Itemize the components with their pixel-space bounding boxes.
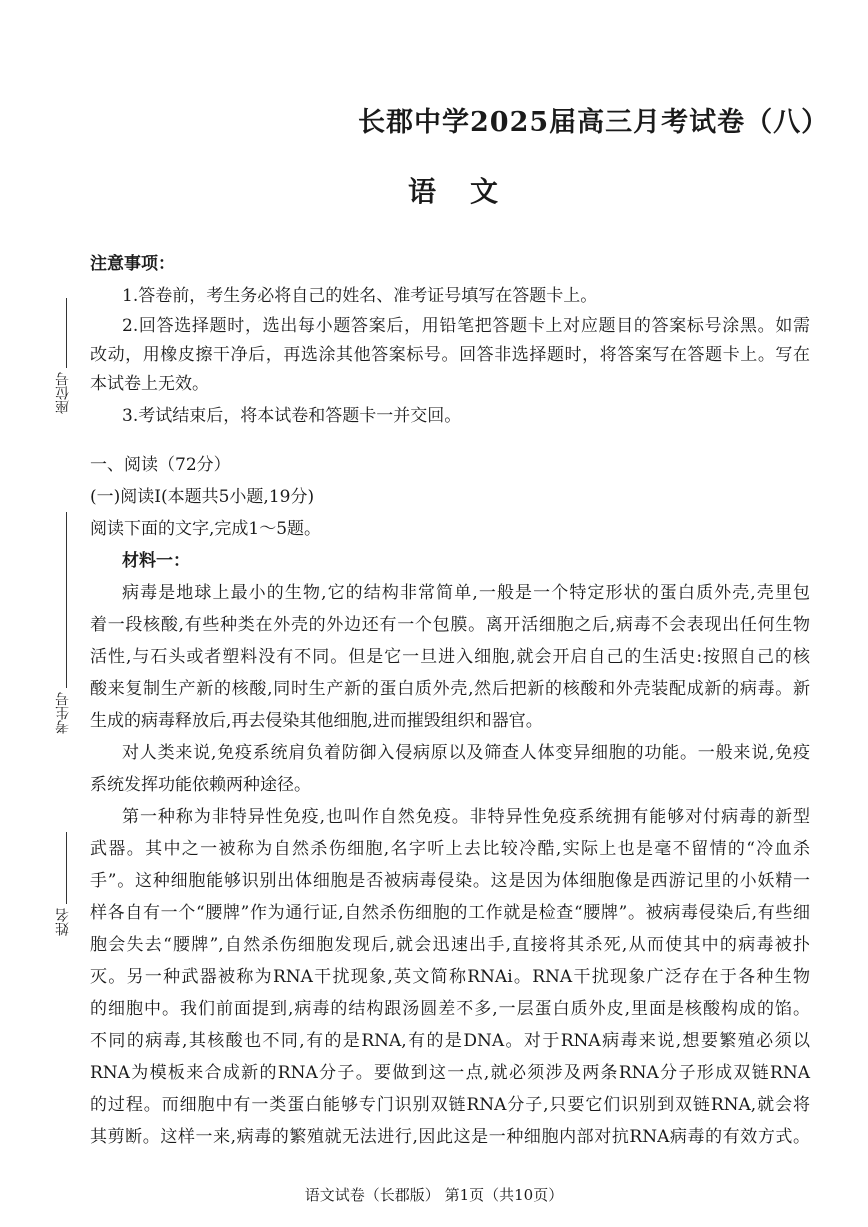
section-title: 一、阅读（72分） (90, 455, 231, 475)
seat-underline (66, 298, 67, 368)
exam-no-label: 考生号 (55, 692, 71, 734)
page-footer: 语文试卷（长郡版） 第1页（共10页） (304, 1186, 564, 1204)
note-item-2-cont: 改动，用橡皮擦干净后，再选涂其他答案标号。回答非选择题时，将答案写在答题卡上。写在 (90, 345, 810, 365)
passage-line: 病毒是地球上最小的生物,它的结构非常简单,一般是一个特定形状的蛋白质外壳,壳里包 (122, 583, 810, 603)
passage-line: 第一种称为非特异性免疫,也叫作自然免疫。非特异性免疫系统拥有能够对付病毒的新型 (122, 807, 810, 827)
passage-line: 灭。另一种武器被称为RNA干扰现象,英文简称RNAi。RNA干扰现象广泛存在于各种生物 (90, 967, 810, 987)
material-label: 材料一： (122, 551, 190, 571)
passage-line: 胞会失去“腰牌”,自然杀伤细胞发现后,就会迅速出手,直接将其杀死,从而使其中的病毒被扑 (90, 935, 810, 955)
passage-line: 系统发挥功能依赖两种途径。 (90, 775, 311, 795)
note-item-3: 3.考试结束后，将本试卷和答题卡一并交回。 (122, 406, 462, 426)
passage-line: 酸来复制生产新的核酸,同时生产新的蛋白质外壳,然后把新的核酸和外壳装配成新的病毒。新 (90, 679, 810, 699)
passage-line: 的过程。而细胞中有一类蛋白能够专门识别双链RNA分子,只要它们识别到双链RNA,就会将 (90, 1095, 810, 1115)
subject-title: 语文 (408, 175, 533, 208)
passage-line: 不同的病毒,其核酸也不同,有的是RNA,有的是DNA。对于RNA病毒来说,想要繁殖必须以 (90, 1031, 810, 1051)
name-label: 姓名 (55, 908, 71, 936)
passage-line: 手”。这种细胞能够识别出体细胞是否被病毒侵染。这是因为体细胞像是西游记里的小妖精一 (90, 871, 810, 891)
passage-line: 着一段核酸,有些种类在外壳的外边还有一个包膜。离开活细胞之后,病毒不会表现出任何生物 (90, 615, 810, 635)
passage-line: 其剪断。这样一来,病毒的繁殖就无法进行,因此这是一种细胞内部对抗RNA病毒的有效方式。 (90, 1127, 810, 1147)
notes-heading: 注意事项： (90, 254, 175, 274)
note-item-2: 2.回答选择题时，选出每小题答案后，用铅笔把答题卡上对应题目的答案标号涂黑。如需 (122, 316, 810, 336)
passage-line: 样各自有一个“腰牌”作为通行证,自然杀伤细胞的工作就是检查“腰牌”。被病毒侵染后,有些细 (90, 903, 810, 923)
sub-section-title: (一)阅读Ⅰ(本题共5小题,19分) (90, 487, 315, 507)
passage-line: 对人类来说,免疫系统肩负着防御入侵病原以及筛查人体变异细胞的功能。一般来说,免疫 (122, 743, 810, 763)
seat-label: 座位号 (55, 372, 71, 414)
passage-line: 武器。其中之一被称为自然杀伤细胞,名字听上去比较冷酷,实际上也是毫不留情的“冷血杀 (90, 839, 810, 859)
name-underline (66, 832, 67, 904)
passage-line: 的细胞中。我们前面提到,病毒的结构跟汤圆差不多,一层蛋白质外皮,里面是核酸构成的馅。 (90, 999, 810, 1019)
passage-line: 活性,与石头或者塑料没有不同。但是它一旦进入细胞,就会开启自己的生活史:按照自己的核 (90, 647, 810, 667)
passage-line: 生成的病毒释放后,再去侵染其他细胞,进而摧毁组织和器官。 (90, 711, 543, 731)
exam-no-underline (66, 512, 67, 688)
instruction: 阅读下面的文字,完成1～5题。 (90, 519, 322, 539)
note-item-2-end: 本试卷上无效。 (90, 374, 209, 394)
passage-line: RNA为模板来合成新的RNA分子。要做到这一点,就必须涉及两条RNA分子形成双链RNA (90, 1063, 810, 1083)
note-item-1: 1.答卷前，考生务必将自己的姓名、准考证号填写在答题卡上。 (122, 286, 598, 306)
exam-title: 长郡中学2025届高三月考试卷（八） (358, 107, 830, 138)
